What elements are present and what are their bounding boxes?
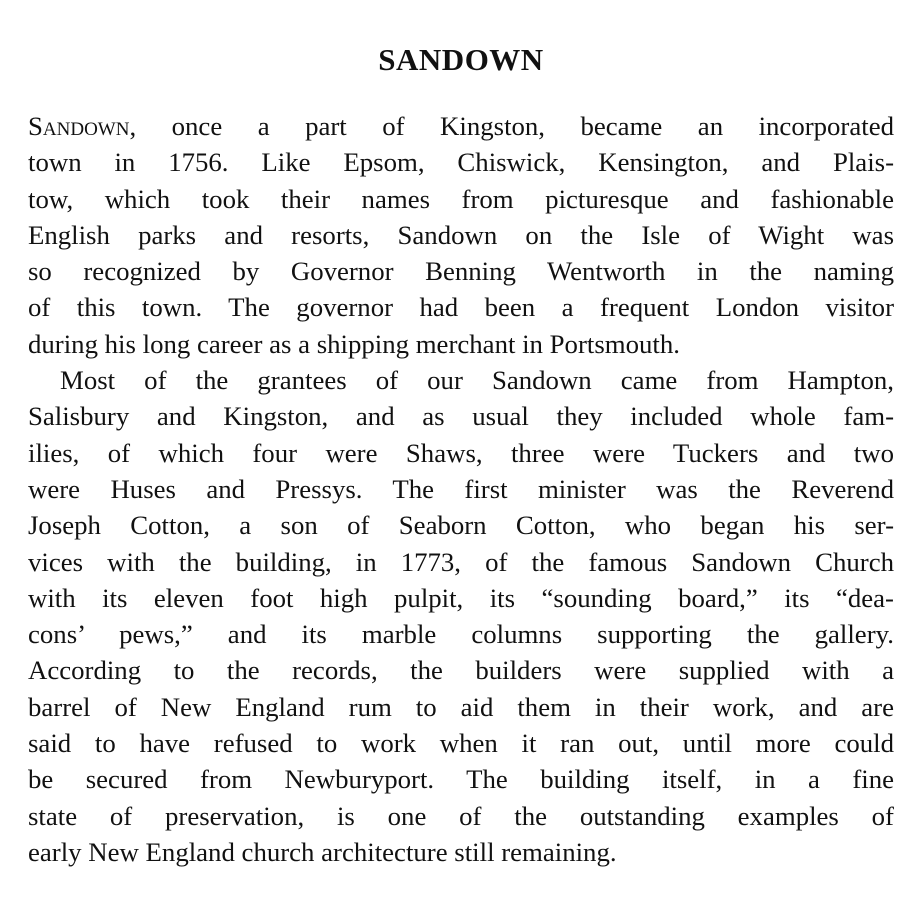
text-line: state of preservation, is one of the outstanding examples of xyxy=(28,800,894,831)
text-line xyxy=(28,108,894,144)
text-line: were Huses and Pressys. The first minister was the Reverend xyxy=(28,473,894,504)
text-line: be secured from Newburyport. The building itself, in a fine xyxy=(28,764,894,795)
text-line: so recognized by Governor Benning Wentworth in the naming xyxy=(28,256,894,287)
text-line: of this town. The governor had been a frequent London visitor xyxy=(28,292,894,323)
text-line: Most of the grantees of our Sandown came from Hampton, xyxy=(60,365,894,396)
page-title: SANDOWN xyxy=(378,42,544,77)
text-line: during his long career as a shipping merchant in Portsmouth. xyxy=(28,328,680,359)
paragraph-2 xyxy=(28,362,894,870)
line-text: , once a part of Kingston, became an incorporated xyxy=(129,111,894,141)
document-page xyxy=(28,36,894,870)
text-line: barrel of New England rum to aid them in their work, and are xyxy=(28,691,894,722)
text-line: cons’ pews,” and its marble columns supporting the gallery. xyxy=(28,619,894,650)
text-line: According to the records, the builders were supplied with a xyxy=(28,655,894,686)
text-line: early New England church architecture still remaining. xyxy=(28,836,617,867)
text-line: tow, which took their names from picturesque and fashionable xyxy=(28,183,894,214)
text-line: with its eleven foot high pulpit, its “sounding board,” its “dea- xyxy=(28,582,894,613)
body-text xyxy=(28,108,894,870)
text-line: Joseph Cotton, a son of Seaborn Cotton, who began his ser- xyxy=(28,510,894,541)
paragraph-1 xyxy=(28,108,894,362)
text-line: English parks and resorts, Sandown on the Isle of Wight was xyxy=(28,219,894,250)
text-line: town in 1756. Like Epsom, Chiswick, Kensington, and Plais- xyxy=(28,147,894,178)
text-line: Salisbury and Kingston, and as usual they included whole fam- xyxy=(28,401,894,432)
text-line: vices with the building, in 1773, of the famous Sandown Church xyxy=(28,546,894,577)
text-line: ilies, of which four were Shaws, three were Tuckers and two xyxy=(28,437,894,468)
text-line: said to have refused to work when it ran out, until more could xyxy=(28,728,894,759)
lead-word: Sandown xyxy=(28,111,130,141)
